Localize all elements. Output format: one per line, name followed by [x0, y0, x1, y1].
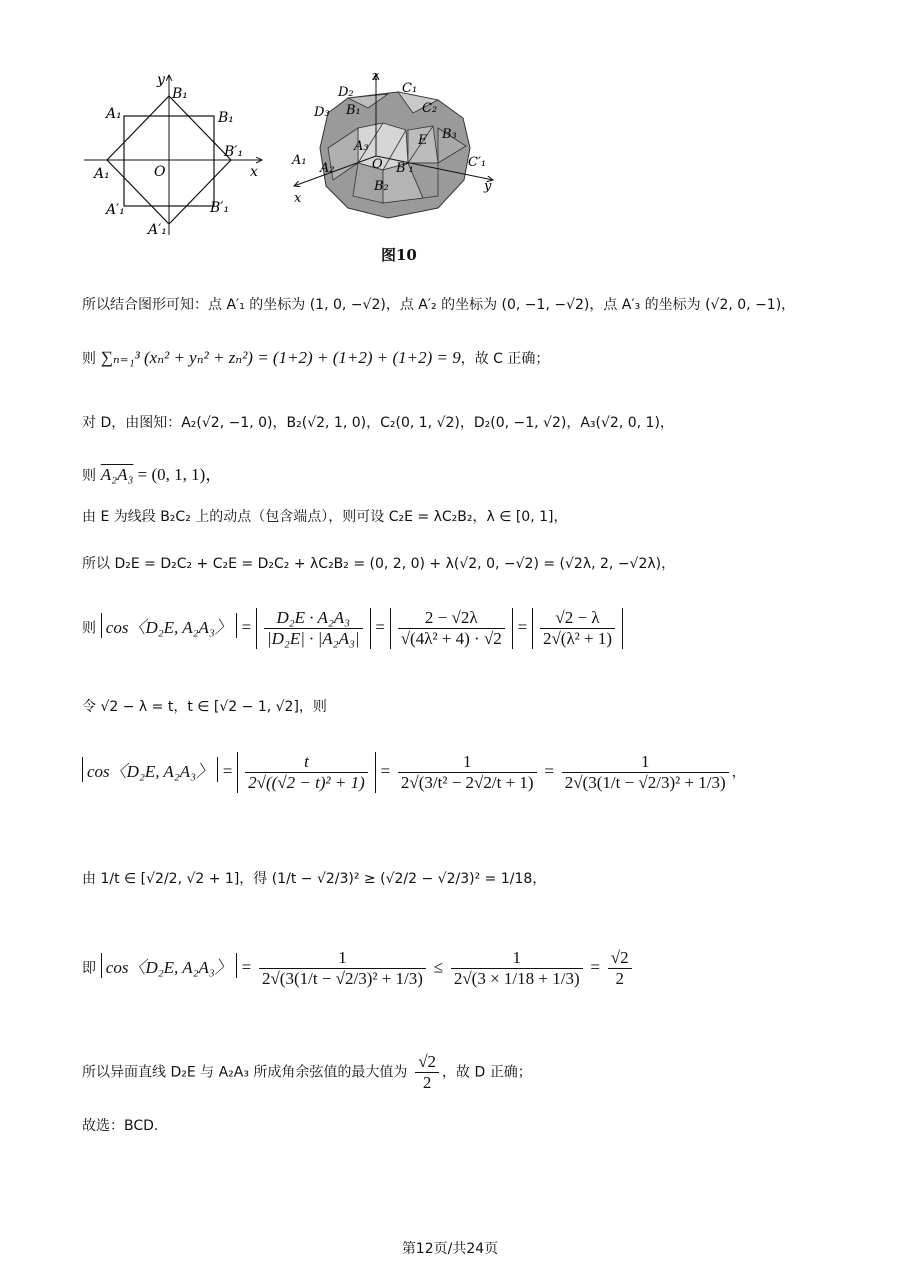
- label-a1-left: A₁: [94, 166, 110, 182]
- label-b1p-br: B′₁: [210, 200, 230, 216]
- vector-a2a3: A₂A₃: [100, 465, 134, 484]
- label-b2: B₂: [374, 179, 389, 194]
- label-origin: O: [154, 164, 166, 180]
- label-a1: A₁: [292, 153, 307, 168]
- line-4: 则 A₂A₃ = (0, 1, 1)，: [82, 465, 223, 484]
- label-b1-top: B₁: [172, 86, 188, 102]
- label-x3: x: [294, 191, 302, 206]
- polyhedron-diagram: [288, 68, 508, 240]
- label-y3: y: [484, 179, 492, 194]
- line-7: 则 cos〈D₂E, A₂A₃〉 = $\frac{\text{D₂E · A₂A₃}}{\text{|D₂E| · |A₂A₃|}}$ = $\frac{2 - √2\lambda}{\text{√(4λ² + 4) · √2}}$ = $\frac{√2 - \lambda}{\text{2√(λ² + 1)}}$: [82, 608, 623, 649]
- line-2: 则 ∑ₙ₌₁³ (xₙ² + yₙ² + zₙ²) = (1+2) + (1+2) + (1+2) = 9，故 C 正确；: [82, 348, 550, 367]
- line-5: 由 E 为线段 B₂C₂ 上的动点（包含端点），则可设 C₂E = λC₂B₂，λ ∈ [0, 1]，: [82, 509, 568, 525]
- page-footer: 第12页/共24页: [401, 1241, 499, 1257]
- label-a2: A₂: [320, 161, 335, 176]
- label-e: E: [418, 133, 428, 148]
- label-b1p-right: B′₁: [224, 144, 244, 160]
- line-13: 故选：BCD.: [82, 1118, 159, 1134]
- line-8: 令 √2 − λ = t，t ∈ [√2 − 1, √2]，则: [82, 699, 327, 715]
- line-9: cos〈D₂E, A₂A₃〉 = $\frac{t}{\text{2√((√2 − t)² + 1)}}$ = $\frac{1}{\text{2√(3/t² − 2√2/t + 1)}}$ = $\frac{1}{\text{2√(3(1/t − √2/3)² + 1/3)}}$ ，: [82, 752, 746, 793]
- label-b1-tr: B₁: [218, 110, 234, 126]
- square-diagram: [84, 70, 274, 245]
- label-b1p: B′₁: [396, 161, 414, 176]
- label-a3: A₃: [354, 139, 369, 154]
- figure-caption: 图10: [381, 246, 417, 264]
- cos-abs-lhs: cos〈D₂E, A₂A₃〉: [101, 613, 237, 638]
- label-b1: B₁: [346, 103, 361, 118]
- label-a1p-bottom: A′₁: [148, 222, 167, 238]
- line-3: 对 D，由图知：A₂(√2, −1, 0)，B₂(√2, 1, 0)，C₂(0, 1, √2)，D₂(0, −1, √2)，A₃(√2, 0, 1)，: [82, 415, 674, 431]
- line-1: 所以结合图形可知：点 A′₁ 的坐标为 (1, 0, −√2)，点 A′₂ 的坐标为 (0, −1, −√2)，点 A′₃ 的坐标为 (√2, 0, −1)，: [82, 297, 796, 313]
- label-o: O: [372, 157, 383, 172]
- label-x: x: [250, 164, 258, 180]
- sum-expression: ∑ₙ₌₁³ (xₙ² + yₙ² + zₙ²) = (1+2) + (1+2) + (1+2) = 9: [100, 348, 461, 367]
- line-10: 由 1/t ∈ [√2/2, √2 + 1]，得 (1/t − √2/3)² ≥ (√2/2 − √2/3)² = 1/18，: [82, 871, 547, 887]
- line-12: 所以异面直线 D₂E 与 A₂A₃ 所成角余弦值的最大值为 $\frac{√2}{2}$ ，故 D 正确；: [82, 1052, 532, 1092]
- label-y: y: [157, 72, 165, 88]
- label-d2: D₂: [338, 85, 354, 100]
- label-b3: B₃: [442, 127, 457, 142]
- label-c1p: C′₁: [468, 155, 487, 170]
- label-z: z: [372, 69, 379, 84]
- label-c1: C₁: [402, 81, 418, 96]
- label-d3: D₃: [314, 105, 330, 120]
- label-a1p-bl: A′₁: [106, 202, 125, 218]
- label-a1-tl: A₁: [106, 106, 122, 122]
- line-11: 即 cos〈D₂E, A₂A₃〉 = $\frac{1}{\text{2√(3(1/t − √2/3)² + 1/3)}}$ ≤ $\frac{1}{2√(3 \times 1/18 + 1/3)}$ = $\frac{√2}{2}$: [82, 948, 635, 989]
- label-c2: C₂: [422, 101, 438, 116]
- line-6: 所以 D₂E = D₂C₂ + C₂E = D₂C₂ + λC₂B₂ = (0, 2, 0) + λ(√2, 0, −√2) = (√2λ, 2, −√2λ)，: [82, 556, 676, 572]
